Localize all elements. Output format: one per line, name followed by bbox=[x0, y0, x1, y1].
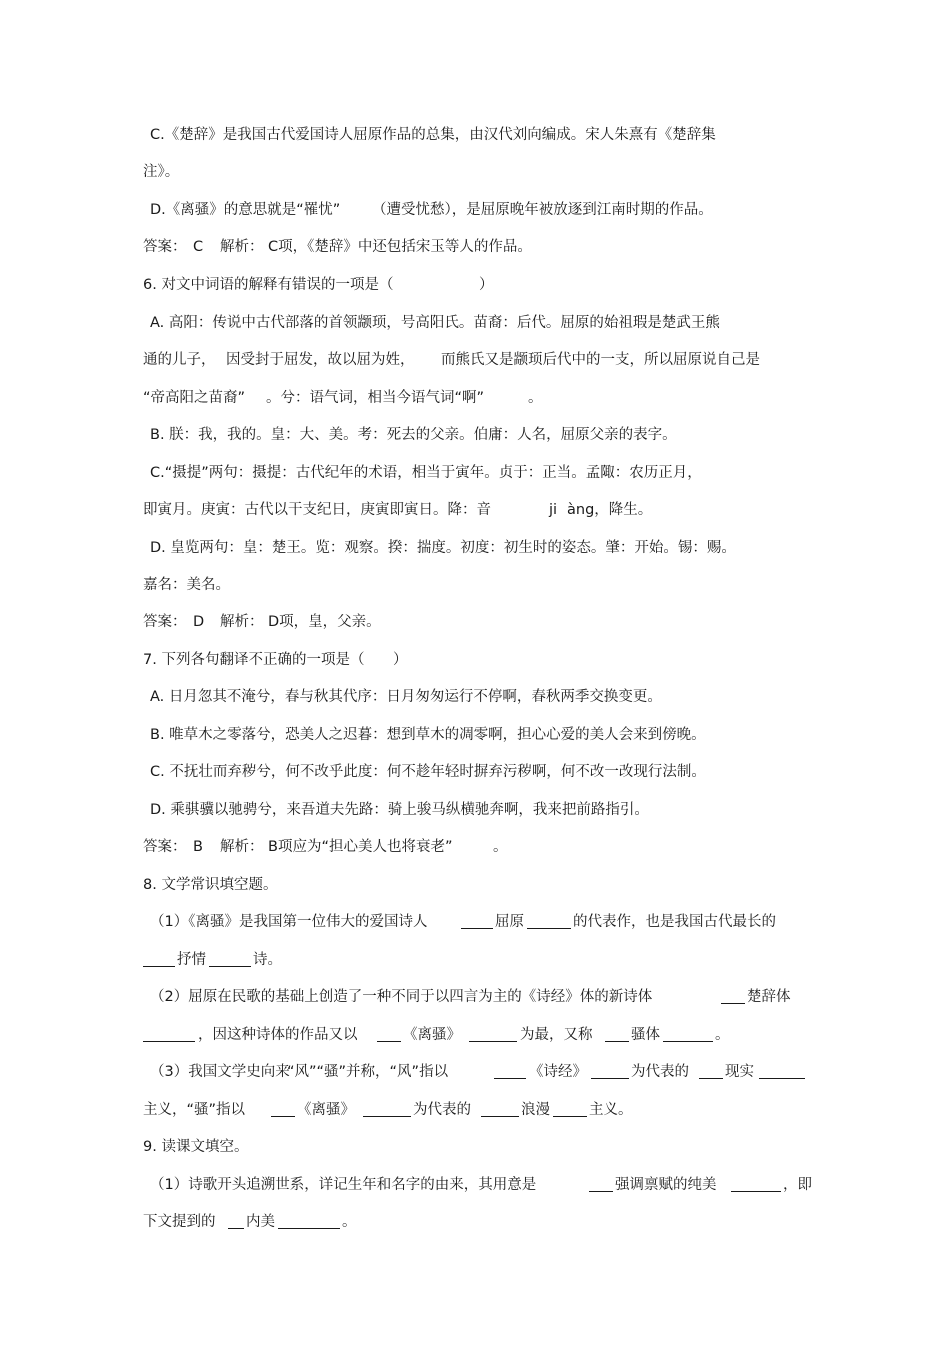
q6-option-c-text-2a: 即寅月。庚寅：古代以干支纪日，庚寅即寅日。降：音 bbox=[143, 502, 491, 518]
answer-label: 答案： bbox=[143, 239, 187, 255]
q9-sub1-text-b: ，即 bbox=[783, 1177, 812, 1193]
q9-sub1-text-a: （1）诗歌开头追溯世系，详记生年和名字的由来，其用意是 bbox=[150, 1177, 537, 1193]
q5-option-d-text-a: D.《离骚》的意思就是“罹忧” bbox=[150, 202, 341, 218]
answer-label: 答案： bbox=[143, 839, 187, 855]
q7-stem bbox=[0, 648, 950, 672]
fill-blank-line bbox=[377, 1041, 401, 1042]
answer-label: 答案： bbox=[143, 614, 187, 630]
answer-choice: C bbox=[193, 239, 204, 255]
q8-sub2-text-a: （2）屈原在民歌的基础上创造了一种不同于以四言为主的《诗经》体的新诗体 bbox=[150, 989, 653, 1005]
q7-answer bbox=[0, 835, 950, 859]
q6-option-a-text-3c: 。 bbox=[528, 390, 543, 406]
q5-option-c-text: C.《楚辞》是我国古代爱国诗人屈原作品的总集，由汉代刘向编成。宋人朱熹有《楚辞集 bbox=[150, 127, 716, 143]
q8-sub3-text-f: 主义。 bbox=[589, 1102, 633, 1118]
fill-blank-line bbox=[469, 1041, 517, 1042]
q9-sub1-line1 bbox=[0, 1173, 950, 1197]
q5-option-d-text-b: （遭受忧愁），是屈原晚年被放逐到江南时期的作品。 bbox=[372, 202, 713, 218]
q5-option-d bbox=[0, 198, 950, 222]
q8-sub2-text-b: ，因这种诗体的作品又以 bbox=[198, 1027, 358, 1043]
q6-option-d-text: D. 皇览两句：皇：楚王。览：观察。揆：揣度。初度：初生时的姿态。肇：开始。锡：赐。 bbox=[150, 540, 736, 556]
q6-option-a-line2 bbox=[0, 348, 950, 372]
q6-option-c-text-2c: àng，降生。 bbox=[567, 502, 653, 518]
analysis-label: 解析： bbox=[220, 614, 264, 630]
analysis-text: C项，《楚辞》中还包括宋玉等人的作品。 bbox=[268, 239, 532, 255]
q9-stem-text: 9. 读课文填空。 bbox=[143, 1139, 249, 1155]
fill-blank-line bbox=[481, 1116, 519, 1117]
answer-choice: B bbox=[193, 839, 203, 855]
q7-stem-close: ） bbox=[393, 652, 408, 668]
fill-blank-line bbox=[589, 1191, 613, 1192]
fill-blank-line bbox=[209, 966, 251, 967]
q8-sub2-fill1: 楚辞体 bbox=[747, 989, 791, 1005]
q6-stem bbox=[0, 273, 950, 297]
answer-choice: D bbox=[193, 614, 205, 630]
q6-option-a-text-2a: 通的儿子， bbox=[143, 352, 216, 368]
q9-sub1-fill2: 内美 bbox=[246, 1214, 275, 1230]
q8-sub1-line2 bbox=[0, 948, 950, 972]
q6-option-d-line2 bbox=[0, 573, 950, 597]
q8-sub2-fill3: 骚体 bbox=[631, 1027, 660, 1043]
q5-option-c-text-cont: 注》。 bbox=[143, 164, 180, 180]
q8-sub3-fill3: 《离骚》 bbox=[297, 1102, 355, 1118]
fill-blank-line bbox=[527, 928, 571, 929]
fill-blank-line bbox=[271, 1116, 295, 1117]
fill-blank-line bbox=[591, 1078, 629, 1079]
fill-blank-line bbox=[494, 1078, 526, 1079]
fill-blank-line bbox=[721, 1003, 745, 1004]
q8-sub3-text-d: 主义，“骚”指以 bbox=[143, 1102, 246, 1118]
q7-option-c-text: C. 不抚壮而弃秽兮，何不改乎此度：何不趁年轻时摒弃污秽啊，何不改一改现行法制。 bbox=[150, 764, 706, 780]
fill-blank-line bbox=[605, 1041, 629, 1042]
q8-stem bbox=[0, 873, 950, 897]
q8-sub3-fill1: 《诗经》 bbox=[529, 1064, 587, 1080]
q8-sub2-fill2: 《离骚》 bbox=[403, 1027, 461, 1043]
q6-option-c-text-2b: ji bbox=[549, 502, 558, 518]
q8-sub3-fill4: 浪漫 bbox=[521, 1102, 550, 1118]
q6-option-a-text-2c: 而熊氏又是颛顼后代中的一支，所以屈原说自己是 bbox=[441, 352, 760, 368]
q8-sub2-text-d: 。 bbox=[715, 1027, 730, 1043]
q6-option-a-text-3b: 。兮：语气词，相当今语气词“啊” bbox=[266, 390, 485, 406]
q8-sub1-line1 bbox=[0, 910, 950, 934]
analysis-label: 解析： bbox=[220, 239, 264, 255]
q6-option-a-text-2b: 因受封于屈发，故以屈为姓， bbox=[226, 352, 415, 368]
q8-sub1-text-b: 的代表作，也是我国古代最长的 bbox=[573, 914, 776, 930]
analysis-label: 解析： bbox=[220, 839, 264, 855]
q9-stem bbox=[0, 1135, 950, 1159]
q7-option-a-text: A. 日月忽其不淹兮，春与秋其代序：日月匆匆运行不停啊，春秋两季交换变更。 bbox=[150, 689, 662, 705]
q8-sub1-text-c: 诗。 bbox=[253, 952, 282, 968]
q6-option-a-text-3a: “帝高阳之苗裔” bbox=[143, 390, 246, 406]
q6-option-d-text-2: 嘉名：美名。 bbox=[143, 577, 230, 593]
fill-blank-line bbox=[228, 1228, 244, 1229]
q8-sub1-fill2: 抒情 bbox=[177, 952, 206, 968]
q6-option-b bbox=[0, 423, 950, 447]
q8-sub2-line1 bbox=[0, 985, 950, 1009]
fill-blank-line bbox=[731, 1191, 781, 1192]
q6-stem-text: 6. 对文中词语的解释有错误的一项是（ bbox=[143, 277, 394, 293]
fill-blank-line bbox=[663, 1041, 713, 1042]
q6-option-d-line1 bbox=[0, 536, 950, 560]
q8-stem-text: 8. 文学常识填空题。 bbox=[143, 877, 278, 893]
q6-option-c-line1 bbox=[0, 461, 950, 485]
q6-option-a-line1 bbox=[0, 311, 950, 335]
q8-sub3-line2 bbox=[0, 1098, 950, 1122]
q7-option-b bbox=[0, 723, 950, 747]
q9-sub1-line2 bbox=[0, 1210, 950, 1234]
q8-sub1-fill1: 屈原 bbox=[495, 914, 524, 930]
q5-answer bbox=[0, 235, 950, 259]
q6-stem-close: ） bbox=[479, 277, 494, 293]
fill-blank-line bbox=[143, 1041, 195, 1042]
q6-answer bbox=[0, 610, 950, 634]
q8-sub2-line2 bbox=[0, 1023, 950, 1047]
fill-blank-line bbox=[363, 1116, 411, 1117]
q9-sub1-fill1: 强调禀赋的纯美 bbox=[615, 1177, 717, 1193]
q8-sub3-text-e: 为代表的 bbox=[413, 1102, 471, 1118]
q7-option-d-text: D. 乘骐骥以驰骋兮，来吾道夫先路：骑上骏马纵横驰奔啊，我来把前路指引。 bbox=[150, 802, 649, 818]
q8-sub3-text-c: 为代表的 bbox=[631, 1064, 689, 1080]
q5-option-c-line2 bbox=[0, 160, 950, 184]
q9-sub1-text-c: 下文提到的 bbox=[143, 1214, 216, 1230]
fill-blank-line bbox=[461, 928, 493, 929]
q6-option-c-line2 bbox=[0, 498, 950, 522]
fill-blank-line bbox=[759, 1078, 805, 1079]
q6-option-a-text: A. 高阳：传说中古代部落的首领颛顼，号高阳氏。苗裔：后代。屈原的始祖瑕是楚武王熊 bbox=[150, 315, 720, 331]
q9-sub1-text-d: 。 bbox=[342, 1214, 357, 1230]
q7-stem-text: 7. 下列各句翻译不正确的一项是（ bbox=[143, 652, 365, 668]
fill-blank-line bbox=[143, 966, 175, 967]
q6-option-b-text: B. 朕：我，我的。皇：大、美。考：死去的父亲。伯庸：人名，屈原父亲的表字。 bbox=[150, 427, 677, 443]
q7-option-d bbox=[0, 798, 950, 822]
q7-option-b-text: B. 唯草木之零落兮，恐美人之迟暮：想到草木的凋零啊，担心心爱的美人会来到傍晚。 bbox=[150, 727, 706, 743]
q8-sub2-text-c: 为最，又称 bbox=[520, 1027, 593, 1043]
analysis-text-end: 。 bbox=[493, 839, 508, 855]
q8-sub3-text-b: “风”“骚”并称，“风”指以 bbox=[287, 1064, 449, 1080]
q7-option-a bbox=[0, 685, 950, 709]
q8-sub1-text-a: （1）《离骚》是我国第一位伟大的爱国诗人 bbox=[150, 914, 428, 930]
analysis-text: D项，皇，父亲。 bbox=[268, 614, 381, 630]
analysis-text: B项应为“担心美人也将衰老” bbox=[268, 839, 453, 855]
fill-blank-line bbox=[278, 1228, 340, 1229]
fill-blank-line bbox=[553, 1116, 587, 1117]
q5-option-c-line1 bbox=[0, 123, 950, 147]
q7-option-c bbox=[0, 760, 950, 784]
fill-blank-line bbox=[699, 1078, 723, 1079]
q8-sub3-text-a: （3）我国文学史向来 bbox=[150, 1064, 290, 1080]
q6-option-a-line3 bbox=[0, 386, 950, 410]
q8-sub3-line1 bbox=[0, 1060, 950, 1084]
q8-sub3-fill2: 现实 bbox=[725, 1064, 754, 1080]
q6-option-c-text: C.“摄提”两句：摄提：古代纪年的术语，相当于寅年。贞于：正当。孟陬：农历正月， bbox=[150, 465, 702, 481]
